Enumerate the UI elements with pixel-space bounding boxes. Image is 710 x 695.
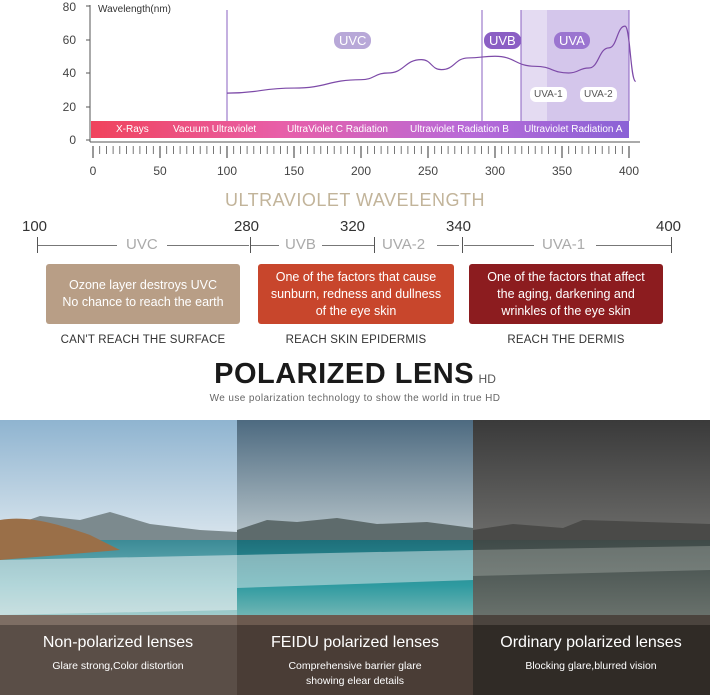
scale-line-uva1-left: [464, 245, 534, 246]
info-box-uva: [469, 264, 663, 324]
uvb-box-line3: of the eye skin: [315, 303, 397, 318]
uva-region-label: UVA: [554, 32, 590, 49]
segment-uva1: UVA-1: [542, 236, 586, 253]
x-tick-marks: [93, 146, 629, 158]
info-box-uvc: [46, 264, 240, 324]
panel-sub-feidu-2: showing elear details: [305, 675, 405, 687]
caption-uvc: CAN'T REACH THE SURFACE: [60, 334, 226, 346]
heading-title: POLARIZED LENS: [214, 358, 475, 390]
panel-feidu-polarized: [237, 420, 473, 695]
x-tick-label-0: 0: [89, 164, 97, 178]
panel-sub-ordinary: Blocking glare,blurred vision: [525, 660, 657, 672]
segment-uvb: UVB: [285, 236, 316, 253]
segment-uva2: UVA-2: [382, 236, 426, 253]
non-polarized-scene: [0, 420, 237, 695]
panel-title-feidu: FEIDU polarized lenses: [270, 634, 440, 651]
feidu-polarized-scene: [237, 420, 473, 695]
scale-line-uvb-left: [251, 245, 279, 246]
scale-tick-400: [671, 237, 672, 253]
panel-sub-non-polarized: Glare strong,Color distortion: [52, 660, 184, 672]
uva1-region-label: UVA-1: [530, 87, 567, 102]
scale-280: 280: [234, 218, 260, 235]
x-tick-label-350: 350: [551, 164, 573, 178]
uvc-region-label: UVC: [334, 32, 371, 49]
x-tick-label-200: 200: [350, 164, 372, 178]
heading-suffix: HD: [478, 372, 496, 386]
scale-tick-280: [250, 237, 251, 253]
scale-line-uva2-right: [437, 245, 459, 246]
uvb-box-line1: One of the factors that cause: [275, 269, 437, 284]
scale-320: 320: [340, 218, 366, 235]
caption-uva: REACH THE DERMIS: [507, 334, 625, 346]
band-label-vacuum-uv: Vacuum Ultraviolet: [173, 124, 257, 135]
uva2-region-label: UVA-2: [580, 87, 617, 102]
scale-line-uva1-right: [596, 245, 671, 246]
panel-sub-feidu-1: Comprehensive barrier glare: [288, 660, 422, 672]
y-axis-title: Wavelength(nm): [98, 4, 171, 15]
scale-tick-340: [462, 237, 463, 253]
uvb-box-line2: sunburn, redness and dullness: [270, 286, 442, 301]
panel-ordinary-polarized: [473, 420, 710, 695]
uva-box-line1: One of the factors that affect: [487, 269, 645, 284]
panel-non-polarized: [0, 420, 237, 695]
scale-line-uvc-left: [37, 245, 117, 246]
scale-400: 400: [656, 218, 682, 235]
band-label-uvc: UltraViolet C Radiation: [287, 124, 388, 135]
y-tick-40: 40: [62, 66, 76, 80]
scale-line-uvb-right: [322, 245, 374, 246]
band-label-xrays: X-Rays: [116, 124, 149, 135]
segment-uvc: UVC: [126, 236, 158, 253]
y-tick-0: 0: [69, 133, 76, 147]
band-label-uvb: Ultraviolet Radiation B: [410, 124, 509, 135]
x-tick-label-150: 150: [283, 164, 305, 178]
uv-spectrum-chart: [0, 0, 710, 180]
band-label-uva: Ultraviolet Radiation A: [524, 124, 623, 135]
polarized-heading: [0, 358, 710, 391]
uva-box-line2: the aging, darkening and: [497, 286, 635, 301]
panel-title-non-polarized: Non-polarized lenses: [42, 634, 194, 651]
wavelength-scale: [0, 215, 710, 255]
heading-subtitle: We use polarization technology to show the world in true HD: [209, 393, 501, 404]
scale-100: 100: [22, 218, 48, 235]
scale-line-uvc-right: [167, 245, 249, 246]
info-box-uvb: [258, 264, 454, 324]
uva-region-dark: [547, 10, 629, 121]
ordinary-polarized-scene: [473, 420, 710, 695]
x-tick-label-300: 300: [484, 164, 506, 178]
y-tick-80: 80: [62, 0, 76, 14]
y-tick-60: 60: [62, 33, 76, 47]
panel-title-ordinary: Ordinary polarized lenses: [500, 634, 682, 651]
uvc-box-line2: No chance to reach the earth: [62, 295, 224, 309]
x-tick-label-250: 250: [417, 164, 439, 178]
section-title: ULTRAVIOLET WAVELENGTH: [224, 190, 486, 210]
x-tick-label-100: 100: [216, 164, 238, 178]
scale-tick-320: [374, 237, 375, 253]
caption-uvb: REACH SKIN EPIDERMIS: [285, 334, 427, 346]
x-tick-label-400: 400: [618, 164, 640, 178]
uvb-region-label: UVB: [484, 32, 521, 49]
y-tick-20: 20: [62, 100, 76, 114]
x-tick-label-50: 50: [153, 164, 167, 178]
scale-340: 340: [446, 218, 472, 235]
uva-box-line3: wrinkles of the eye skin: [501, 303, 631, 318]
uvc-box-line1: Ozone layer destroys UVC: [69, 278, 217, 292]
scale-tick-100: [37, 237, 38, 253]
